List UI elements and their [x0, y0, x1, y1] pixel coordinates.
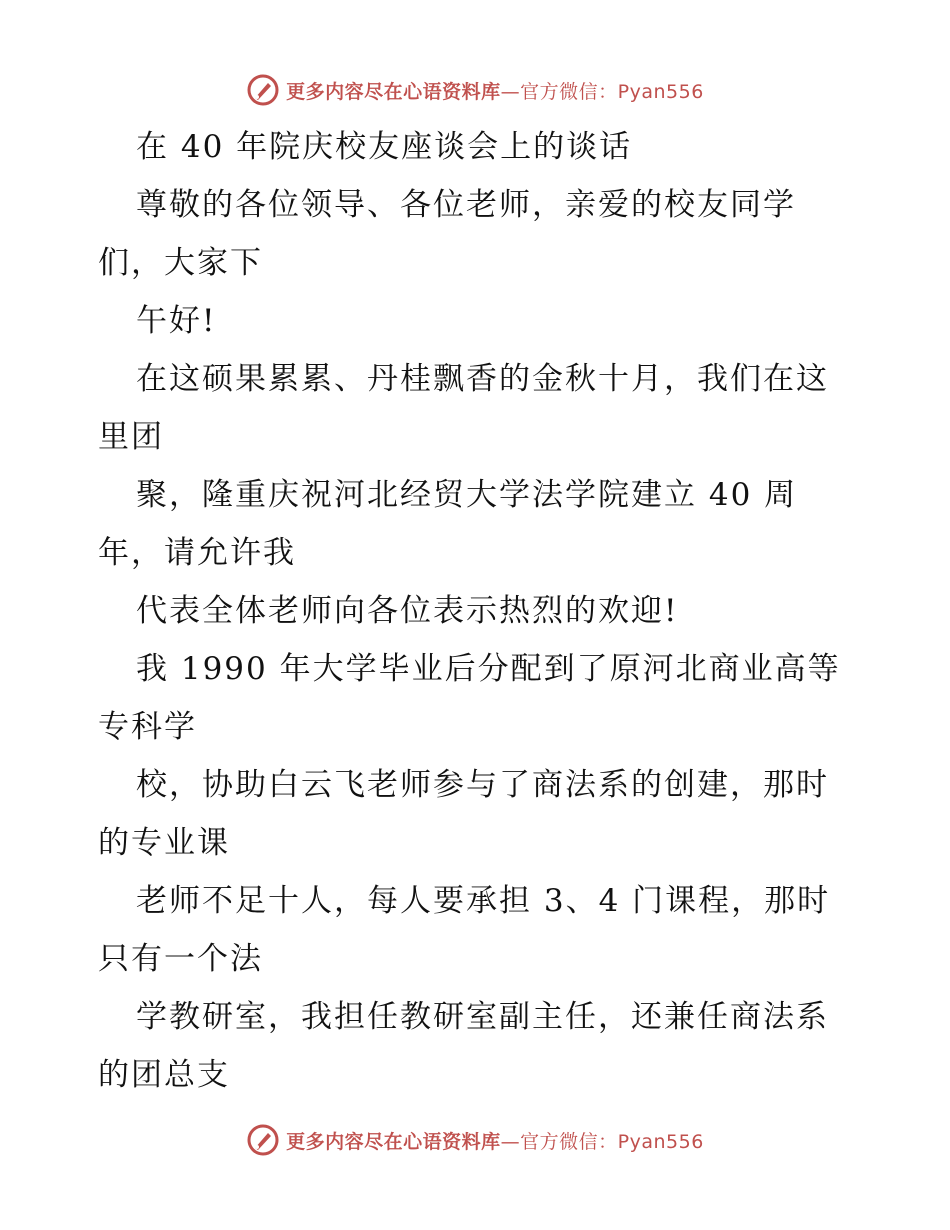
- text-line: 老师不足十人，每人要承担 3、4 门课程，那时: [136, 883, 831, 919]
- text-line: 的专业课: [98, 825, 230, 861]
- watermark-text: 更多内容尽在心语资料库—官方微信：Pyan556: [286, 80, 704, 103]
- text-line: 尊敬的各位领导、各位老师，亲爱的校友同学: [136, 187, 796, 223]
- document-body: [98, 118, 858, 1104]
- footer-watermark: [0, 1120, 950, 1160]
- pen-logo-icon: [246, 73, 280, 107]
- text-line: 聚，隆重庆祝河北经贸大学法学院建立 40 周: [136, 477, 798, 513]
- text-line: 专科学: [98, 709, 197, 745]
- text-line: 在这硕果累累、丹桂飘香的金秋十月，我们在这: [136, 361, 829, 397]
- text-line: 学教研室，我担任教研室副主任，还兼任商法系: [136, 999, 829, 1035]
- header-watermark: [0, 70, 950, 110]
- pen-logo-icon: [246, 1123, 280, 1157]
- text-line: 校，协助白云飞老师参与了商法系的创建，那时: [136, 767, 829, 803]
- text-line: 午好!: [136, 303, 217, 339]
- text-line: 年，请允许我: [98, 535, 296, 571]
- text-line: 们，大家下: [98, 245, 263, 281]
- text-line: 我 1990 年大学毕业后分配到了原河北商业高等: [136, 651, 841, 687]
- text-line: 只有一个法: [98, 941, 263, 977]
- watermark-text: 更多内容尽在心语资料库—官方微信：Pyan556: [286, 1130, 704, 1153]
- text-line: 的团总支: [98, 1057, 230, 1093]
- text-line: 代表全体老师向各位表示热烈的欢迎!: [136, 593, 679, 629]
- text-line: 在 40 年院庆校友座谈会上的谈话: [136, 129, 633, 165]
- text-line: 里团: [98, 419, 164, 455]
